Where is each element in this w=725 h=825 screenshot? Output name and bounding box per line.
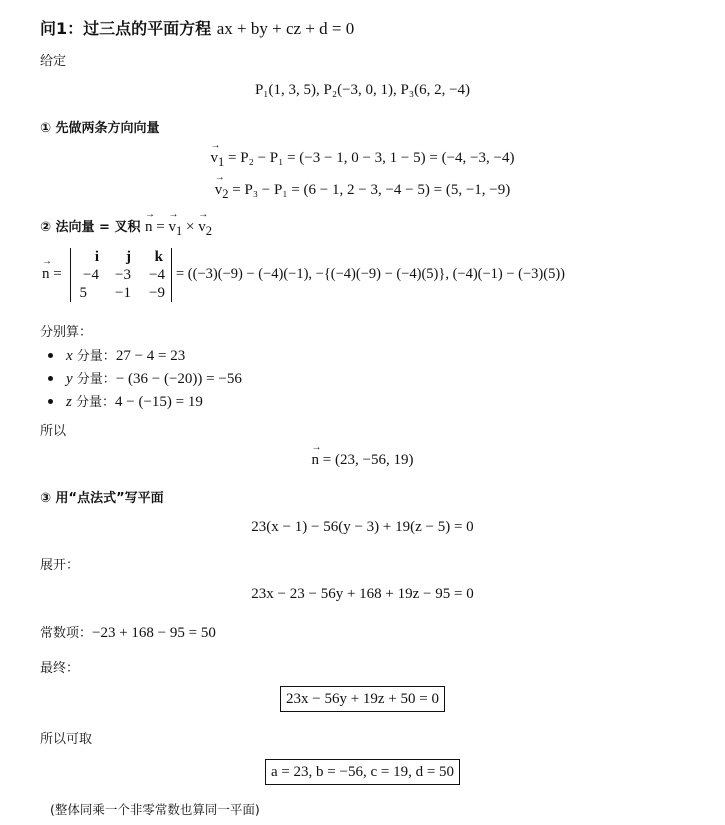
list-item [48,391,203,411]
given-label: 给定 [40,54,67,69]
v1-rhs: = P₂ − P₁ = (−3 − 1, 0 − 3, 1 − 5) = (−4, −3, −4) [224,150,515,166]
matrix-r1c2: j [126,249,131,265]
matrix-r2c3: −4 [149,267,165,283]
n-symbol: → n [145,219,153,236]
expand-label: 展开： [40,558,80,573]
matrix-r3c1: 5 [79,285,87,301]
matrix-r3c3: −9 [149,285,165,301]
bullet-dot [48,353,53,358]
component-var: x [66,348,73,364]
normal-result-value: = (23, −56, 19) [319,452,414,468]
given-points: P₁(1, 3, 5), P₂(−3, 0, 1), P₃(6, 2, −4) [254,82,471,98]
list-item [48,345,185,365]
v2-subscript: 2 [222,187,229,201]
step3-heading: ③ 用“点法式”写平面 [40,491,164,506]
matrix-r1c1: i [94,249,99,265]
point-normal-equation: 23(x − 1) − 56(y − 3) + 19(z − 5) = 0 [251,519,474,535]
page-title [40,16,354,39]
heading-v2: → v [198,219,206,236]
component-expr: − (36 − (−20)) = −56 [115,371,242,387]
component-expr: 27 − 4 = 23 [115,348,186,364]
v1-subscript: 1 [218,155,225,169]
n-label-equals: = [53,266,62,282]
title-equation: ax + by + cz + d = 0 [216,19,355,38]
normal-n-symbol: → n [312,452,320,469]
heading-v1: → v [168,219,176,236]
take-label: 所以可取 [40,732,93,747]
constant-line [40,622,216,642]
footer-note: (整体同乘一个非零常数也算同一平面) [50,802,260,817]
title-prefix: 问1：过三点的平面方程 [40,19,212,38]
constant-label: 常数项： [40,626,93,641]
n-label [42,266,62,283]
component-var: z [66,394,72,410]
so-label: 所以 [40,424,67,439]
final-label: 最终： [40,661,80,676]
heading-v1-sub: 1 [175,224,183,238]
heading-eq: = [152,219,169,235]
component-var: y [66,371,73,387]
coefficients: a = 23, b = −56, c = 19, d = 50 [265,759,460,785]
cross-product-expansion: = ((−3)(−9) − (−4)(−1), −{(−4)(−9) − (−4)(5)}, (−4)(−1) − (−3)(5)) [176,266,566,282]
list-item [48,368,242,388]
component-text: 分量： [72,372,116,387]
v2-rhs: = P₃ − P₁ = (6 − 1, 2 − 3, −4 − 5) = (5, −1, −9) [228,182,511,198]
v1-equation [0,150,725,170]
v2-symbol: → v [215,182,223,199]
components-label: 分别算： [40,325,93,340]
matrix-r2c2: −3 [115,267,131,283]
component-expr: 4 − (−15) = 19 [114,394,203,410]
matrix-r1c3: k [154,249,163,265]
bullet-dot [48,376,53,381]
matrix-r2c1: −4 [83,267,99,283]
heading-times: × [182,219,199,235]
v2-equation [0,182,725,202]
heading-v2-sub: 2 [205,224,212,238]
expanded-equation: 23x − 23 − 56y + 168 + 19z − 95 = 0 [251,586,474,602]
n-label-symbol: → n [42,266,50,283]
determinant-matrix [70,248,172,302]
final-equation: 23x − 56y + 19z + 50 = 0 [280,686,445,712]
bullet-dot [48,399,53,404]
v1-symbol: → v [211,150,219,167]
coefficients-wrapper [0,759,725,785]
step1-heading: ① 先做两条方向向量 [40,121,160,136]
matrix-r3c2: −1 [115,285,131,301]
step2-heading-text: ② 法向量 = 叉积 [40,220,141,235]
component-text: 分量： [72,349,116,364]
constant-expr: −23 + 168 − 95 = 50 [92,625,216,641]
component-text: 分量： [71,395,115,410]
step2-heading [40,216,212,239]
final-equation-wrapper [0,686,725,712]
normal-result [0,452,725,469]
